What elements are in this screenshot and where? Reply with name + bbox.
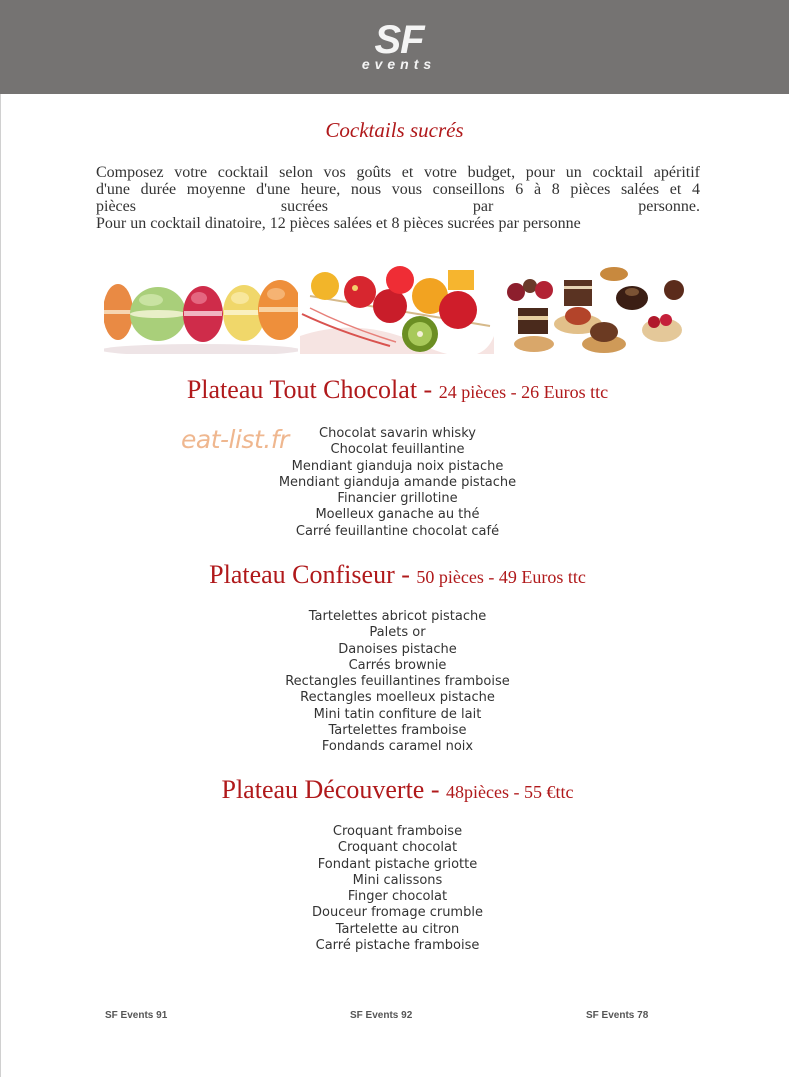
plateau-item-list: [0, 824, 789, 954]
intro-paragraph: [96, 164, 700, 232]
list-item: Tartelette au citron: [335, 921, 460, 937]
list-item: Fondands caramel noix: [321, 739, 474, 755]
list-item: Chocolat savarin whisky: [319, 426, 476, 441]
page-title: Cocktails sucrés: [325, 118, 464, 142]
list-item: Mini tatin confiture de lait: [313, 706, 482, 722]
logo-main-text: SF: [374, 18, 424, 62]
list-item: Fondant pistache griotte: [317, 856, 478, 872]
watermark: eat-list.fr: [181, 425, 289, 454]
list-item: Croquant framboise: [332, 824, 463, 839]
plateau-title: [0, 775, 789, 805]
list-item: Danoises pistache: [338, 641, 457, 657]
list-item: Carrés brownie: [348, 657, 447, 673]
sf-events-logo: [344, 18, 454, 74]
plateau-details: 48pièces - 55 €ttc: [446, 782, 574, 802]
list-item: Palets or: [369, 625, 426, 641]
plateau-title: [0, 560, 789, 590]
plateau-item-list: [0, 609, 789, 756]
list-item: Chocolat feuillantine: [330, 442, 465, 458]
list-item: Rectangles moelleux pistache: [300, 690, 495, 706]
fruit-skewers-image: [300, 266, 494, 354]
list-item: Douceur fromage crumble: [312, 905, 483, 921]
list-item: Financier grillotine: [337, 491, 458, 507]
footer-label: SF Events 92: [350, 1010, 413, 1021]
plateau-title: [0, 375, 789, 405]
list-item: Tartelettes abricot pistache: [308, 609, 487, 624]
plateau-name: Plateau Découverte -: [221, 775, 447, 804]
list-item: Mendiant gianduja noix pistache: [291, 458, 504, 474]
footer-label: SF Events 91: [105, 1010, 168, 1021]
intro-line: d'une durée moyenne d'une heure, nous vous conseillons 6 à 8 pièces salées et 4: [96, 181, 700, 198]
list-item: Rectangles feuillantines framboise: [285, 674, 510, 690]
list-item: Croquant chocolat: [337, 840, 458, 856]
plateau-details: 24 pièces - 26 Euros ttc: [438, 382, 609, 402]
logo-sub-text: events: [361, 56, 437, 72]
plateau-name: Plateau Confiseur -: [209, 560, 417, 589]
plateau-item-list: [0, 426, 789, 540]
list-item: Mini calissons: [352, 872, 443, 888]
intro-line: Composez votre cocktail selon vos goûts et votre budget, pour un cocktail apéritif: [96, 164, 700, 181]
list-item: Carré pistache framboise: [315, 938, 480, 954]
macarons-image: [104, 266, 298, 354]
list-item: Moelleux ganache au thé: [315, 507, 480, 523]
list-item: Mendiant gianduja amande pistache: [278, 474, 517, 490]
plateau-details: 50 pièces - 49 Euros ttc: [416, 567, 586, 587]
list-item: Carré feuillantine chocolat café: [295, 523, 500, 539]
list-item: Tartelettes framboise: [328, 723, 467, 739]
intro-line: pièces sucrées par personne.: [96, 198, 700, 215]
footer-label: SF Events 78: [586, 1010, 649, 1021]
intro-line: Pour un cocktail dinatoire, 12 pièces salées et 8 pièces sucrées par personne: [96, 215, 581, 232]
header-bar: [0, 0, 789, 94]
petits-fours-image: [504, 266, 690, 354]
dessert-photos: [104, 266, 690, 354]
plateau-name: Plateau Tout Chocolat -: [186, 375, 439, 404]
list-item: Finger chocolat: [347, 889, 448, 905]
